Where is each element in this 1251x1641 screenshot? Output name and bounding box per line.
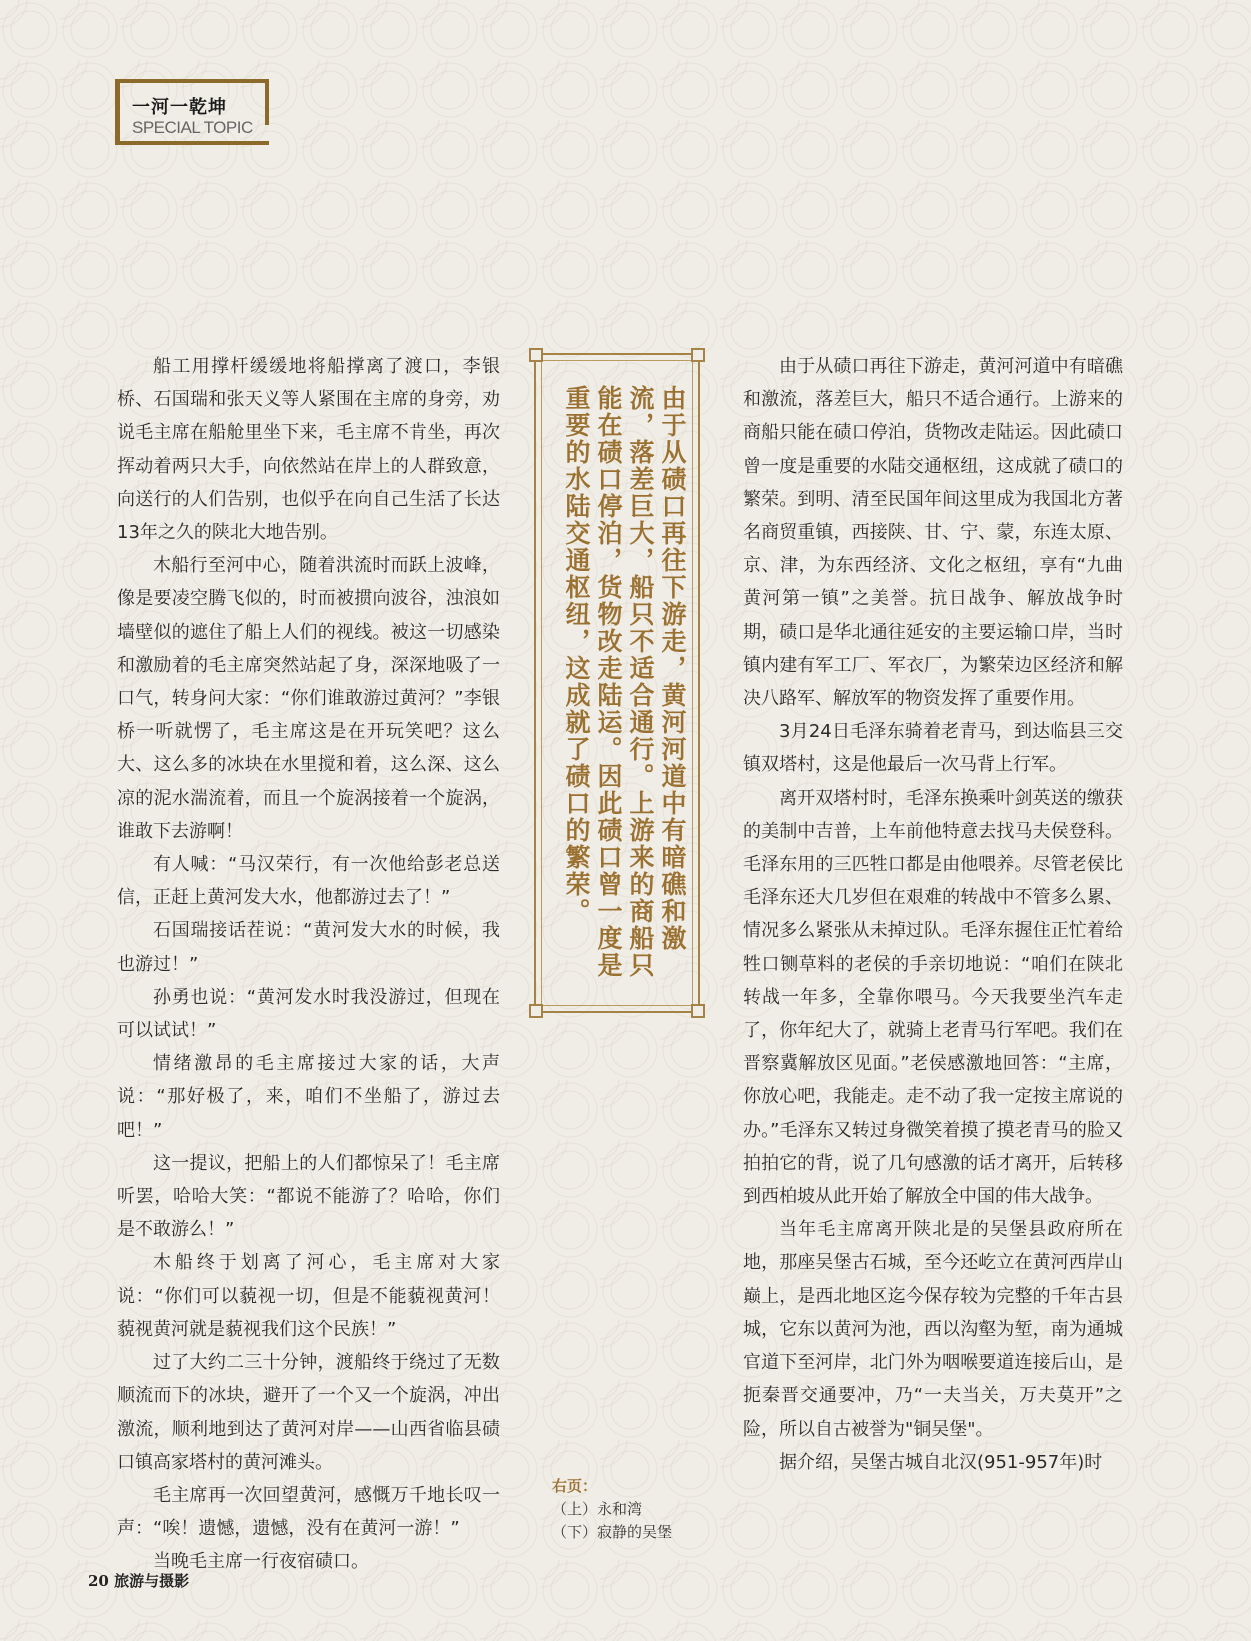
paragraph: 有人喊：“马汉荣行，有一次他给彭老总送信，正赶上黄河发大水，他都游过去了！” [117,854,500,909]
paragraph: 情绪激昂的毛主席接过大家的话，大声说：“那好极了，来，咱们不坐船了，游过去吧！” [117,1053,500,1141]
paragraph: 石国瑞接话茬说：“黄河发大水的时候，我也游过！” [117,920,500,975]
frame-corner [691,348,705,362]
paragraph: 据介绍，吴堡古城自北汉(951-957年)时 [779,1451,1103,1473]
paragraph: 这一提议，把船上的人们都惊呆了！毛主席听罢，哈哈大笑：“都说不能游了？哈哈，你们是不敢游么！” [117,1152,500,1241]
frame-corner [529,348,543,362]
frame-corner [691,1004,705,1018]
photo-caption [552,1475,672,1544]
caption-title: 右页： [552,1477,598,1495]
paragraph: 过了大约二三十分钟，渡船终于绕过了无数顺流而下的冰块，避开了一个又一个旋涡，冲出激流，顺利地到达了黄河对岸——山西省临县碛口镇高家塔村的黄河滩头。 [117,1352,500,1473]
paragraph: 孙勇也说：“黄河发水时我没游过，但现在可以试试！” [117,986,500,1042]
caption-line: （上）永和湾 [552,1500,643,1518]
pull-quote: 由于从碛口再往下游走，黄河河道中有暗礁和激流，落差巨大，船只不适合通行。上游来的商船只能在碛口停泊，货物改走陆运。因此碛口曾一度是重要的水陆交通枢纽，这成就了碛口的繁荣。 [562,385,687,979]
magazine-name: 旅游与摄影 [114,1572,190,1590]
paragraph: 3月24日毛泽东骑着老青马，到达临县三交镇双塔村，这是他最后一次马背上行军。 [743,721,1123,776]
paragraph: 当晚毛主席一行夜宿碛口。 [153,1551,369,1573]
right-text-column [743,350,1123,1479]
paragraph: 毛主席再一次回望黄河，感慨万千地长叹一声：“唉！遗憾，遗憾，没有在黄河一游！” [117,1484,500,1540]
paragraph: 由于从碛口再往下游走，黄河河道中有暗礁和激流，落差巨大，船只不适合通行。上游来的商船只能在碛口停泊，货物改走陆运。因此碛口曾一度是重要的水陆交通枢纽，这成就了碛口的繁荣。到明、清至民国年间这里成为我国北方著名商贸重镇，西接陕、甘、宁、蒙，东连太原、京、津，为东西经济、文化之枢纽，享有“九曲黄河第一镇”之美誉。抗日战争、解放战争时期，碛口是华北通往延安的主要运输口岸，当时镇内建有军工厂、军衣厂，为繁荣边区经济和解决八路军、解放军的物资发挥了重要作用。 [743,356,1123,710]
page-number: 20 [88,1572,109,1590]
paragraph: 当年毛主席离开陕北是的吴堡县政府所在地，那座吴堡古石城，至今还屹立在黄河西岸山巅上，是西北地区迄今保存较为完整的千年古县城，它东以黄河为池，西以沟壑为堑，南为通城官道下至河岸，北门外为咽喉要道连接后山，是扼秦晋交通要冲，乃“一夫当关，万夫莫开”之险，所以自古被誉为"铜吴堡"。 [743,1219,1123,1440]
paragraph: 木船行至河中心，随着洪流时而跃上波峰，像是要凌空腾飞似的，时而被掼向波谷，浊浪如墙壁似的遮住了船上人们的视线。被这一切感染和激励着的毛主席突然站起了身，深深地吸了一口气，转身问大家：“你们谁敢游过黄河？”李银桥一听就愣了，毛主席这是在开玩笑吧？这么大、这么多的冰块在水里搅和着，这么深、这么凉的泥水湍流着，而且一个旋涡接着一个旋涡，谁敢下去游啊！ [117,555,500,842]
caption-line: （下）寂静的吴堡 [552,1523,673,1541]
page-folio [88,1570,189,1591]
paragraph: 离开双塔村时，毛泽东换乘叶剑英送的缴获的美制中吉普，上车前他特意去找马夫侯登科。毛泽东用的三匹牲口都是由他喂养。尽管老侯比毛泽东还大几岁但在艰难的转战中不管多么累、情况多么紧张从未掉过队。毛泽东握住正忙着给牲口铡草料的老侯的手亲切地说：“咱们在陕北转战一年多，全靠你喂马。今天我要坐汽车走了，你年纪大了，就骑上老青马行军吧。我们在晋察冀解放区见面。”老侯感激地回答：“主席，你放心吧，我能走。走不动了我一定按主席说的办。”毛泽东又转过身微笑着摸了摸老青马的脸又拍拍它的背，说了几句感激的话才离开，后转移到西柏坡从此开始了解放全中国的伟大战争。 [743,787,1123,1208]
section-subtitle: SPECIAL TOPIC [132,118,253,137]
paragraph: 木船终于划离了河心，毛主席对大家说：“你们可以藐视一切，但是不能藐视黄河！藐视黄河就是藐视我们这个民族！” [117,1252,500,1340]
paragraph: 船工用撑杆缓缓地将船撑离了渡口，李银桥、石国瑞和张天义等人紧围在主席的身旁，劝说毛主席在船舱里坐下来，毛主席不肯坐，再次挥动着两只大手，向依然站在岸上的人群致意，向送行的人们告别，也似乎在向自己生活了长达13年之久的陕北大地告别。 [117,356,500,544]
left-text-column [117,350,500,1579]
section-title: 一河一乾坤 [132,97,227,118]
frame-corner [529,1004,543,1018]
